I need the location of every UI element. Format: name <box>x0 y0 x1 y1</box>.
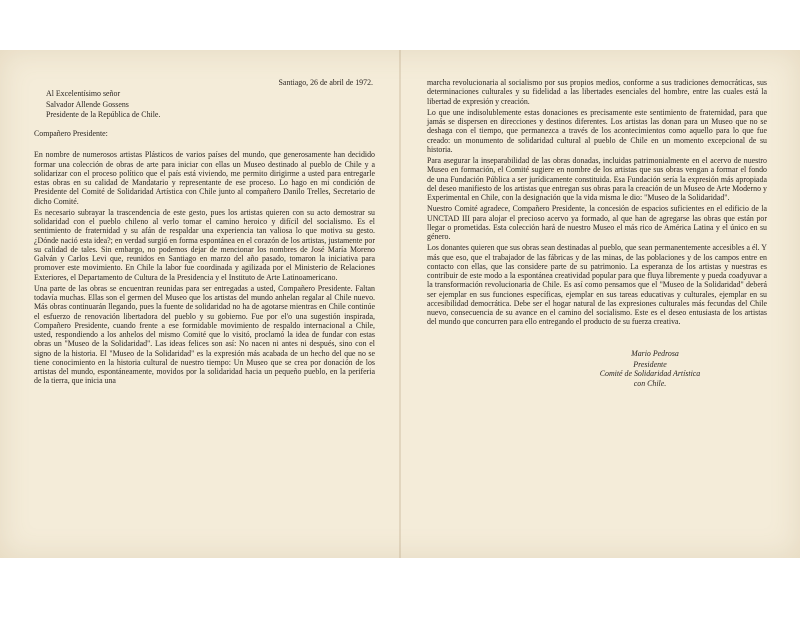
right-paragraph-3: Para asegurar la inseparabilidad de las obras donadas, incluidas patrimonialmente en el acervo de nuestro Museo en formación, el Comité sugiere en nombre de los artistas que sus obras vengan a formar el fondo de una Fundación Pública a ser jurídicamente constituida. Esa Fundación sería la expresión más apropiada del deseo manifiesto de los artistas que entregan sus obras para la creación de un Museo de Arte Moderno y Experimental en Chile, con la designación que la vida misma le dio: "Museo de la Solidaridad". <box>427 156 767 202</box>
right-paragraph-1: marcha revolucionaria al socialismo por sus propios medios, conforme a sus tradiciones democráticas, sus determinaciones culturales y su fidelidad a las libertades esenciales del hombre, entre las cuales está la libertad de expresión y creación. <box>427 78 767 106</box>
left-paragraph-1: En nombre de numerosos artistas Plásticos de varios países del mundo, que generosamente han decidido formar una colección de obras de arte para iniciar con ellas un Museo destinado al pueblo de Chile y a solidarizar con el proceso político que el país está viviendo, me permito dirigirme a usted para entregarle estas obras en su calidad de Mandatario y representante de ese proceso. Lo hago en mi condición de Presidente del Comité de Solidaridad Artística con Chile junto al compañero Danilo Trelles, Secretario de dicho Comité. <box>34 150 375 206</box>
right-paragraph-5: Los donantes quieren que sus obras sean destinadas al pueblo, que sean permanentemente accesibles a él. Y más que eso, que el trabajador de las fábricas y de las minas, de las poblaciones y de los campos entre en contacto con ellas, que las considere parte de su patrimonio. La esperanza de los artistas y nuestras es contribuir de este modo a la espontánea creatividad popular para que fluya libremente y pueda coadyuvar a la transformación revolucionaria de Chile. Es así como pensamos que el "Museo de la Solidaridad" deberá ser ejemplar en sus funciones específicas, ejemplar en sus tareas educativas y culturales, ejemplar en su accesibilidad democrática. Debe ser el hogar natural de las expresiones culturales más fecundas del Chile nuevo, consecuencia de su avance en el camino del socialismo. Este es el deseo entusiasta de los artistas del mundo que concurren para ello entregando el producto de su fuerza creativa. <box>427 243 767 327</box>
right-paragraph-4: Nuestro Comité agradece, Compañero Presidente, la concesión de espacios suficientes en el edificio de la UNCTAD III para alojar el precioso acervo ya formado, al que han de agregarse las obras que están por llegar o prometidas. Esta colección hará de nuestro Museo el más rico de América Latina y el único en su género. <box>427 204 767 241</box>
signature-block <box>550 349 750 388</box>
address-line-3: Presidente de la República de Chile. <box>46 109 161 119</box>
address-line-1: Al Excelentísimo señor <box>46 89 121 99</box>
signer-title: Presidente <box>633 359 667 369</box>
letter-sheet <box>0 50 800 558</box>
right-paragraph-2: Lo que une indisolublemente estas donaciones es precisamente este sentimiento de fraternidad, para que jamás se dispersen en direcciones y destinos diferentes. Los artistas las donan para un Museo que no se deshaga con el tiempo, que permanezca a través de los acontecimientos como aquello para lo que fue creado: un monumento de solidaridad cultural al pueblo de Chile en un momento excepcional de su historia. <box>427 107 767 154</box>
address-line-2: Salvador Allende Gossens <box>46 99 129 109</box>
signer-committee: Comité de Solidaridad Artística <box>599 369 701 378</box>
right-column <box>427 78 767 329</box>
letter-date: Santiago, 26 de abril de 1972. <box>278 78 373 87</box>
signer-name: Mario Pedrosa <box>631 349 679 358</box>
left-paragraph-3: Una parte de las obras se encuentran reunidas para ser entregadas a usted, Compañero Presidente. Faltan todavía muchas. Ellas son el germen del Museo que los artistas del mundo anhelan regalar al Chile nuevo. Más obras continuarán llegando, pues la fuente de solidaridad no ha de agotarse mientras en Chile continúe el esfuerzo de renovación libertadora del pueblo y su gobierno. Fue por el'o una sugestión inspirada, Compañero Presidente, cuando frente a ese formidable movimiento de respaldo internacional a Chile, usted, respondiendo a los anhelos del mismo Comité que lo visitó, proclamó la idea de fundar con estas obras un "Museo de la Solidaridad". Las ideas felices son así: No nacen ni antes ni después, sino con el signo de la historia. El "Museo de la Solidaridad" es la expresión más acabada de un hecho del que no se tiene conocimiento en la historia cultural de nuestro tiempo: Un Museo que se crea por donación de los artistas del mundo, espontáneamente, movidos por la solidaridad hacia un pequeño pueblo, en la periferia de la tierra, que inicia una <box>34 283 375 386</box>
left-column <box>34 78 375 388</box>
salutation: Compañero Presidente: <box>34 129 108 138</box>
left-paragraph-2: Es necesario subrayar la trascendencia de este gesto, pues los artistas quieren con su acto demostrar su solidaridad con el pueblo chileno al verlo tomar el camino heroico y difícil del socialismo. Es el sentimiento de fraternidad y su afán de respaldar una experiencia tan valiosa lo que motiva su gesto. ¿Dónde nació esta idea?; en verdad surgió en forma espontánea en el corazón de los artistas, justamente por su calidad de tales. Sin embargo, no podemos dejar de mencionar los nombres de José María Moreno Galván y Carlos Levi que, reunidos en Santiago en marzo del año pasado, tomaron la iniciativa para promover este movimiento. En Chile la labor fue coordinada y agilizada por el Ministerio de Relaciones Exteriores, el Departamento de Cultura de la Presidencia y el Instituto de Arte Latinoamericano. <box>34 207 375 282</box>
page-fold <box>399 50 401 558</box>
signer-country: con Chile. <box>633 378 667 388</box>
